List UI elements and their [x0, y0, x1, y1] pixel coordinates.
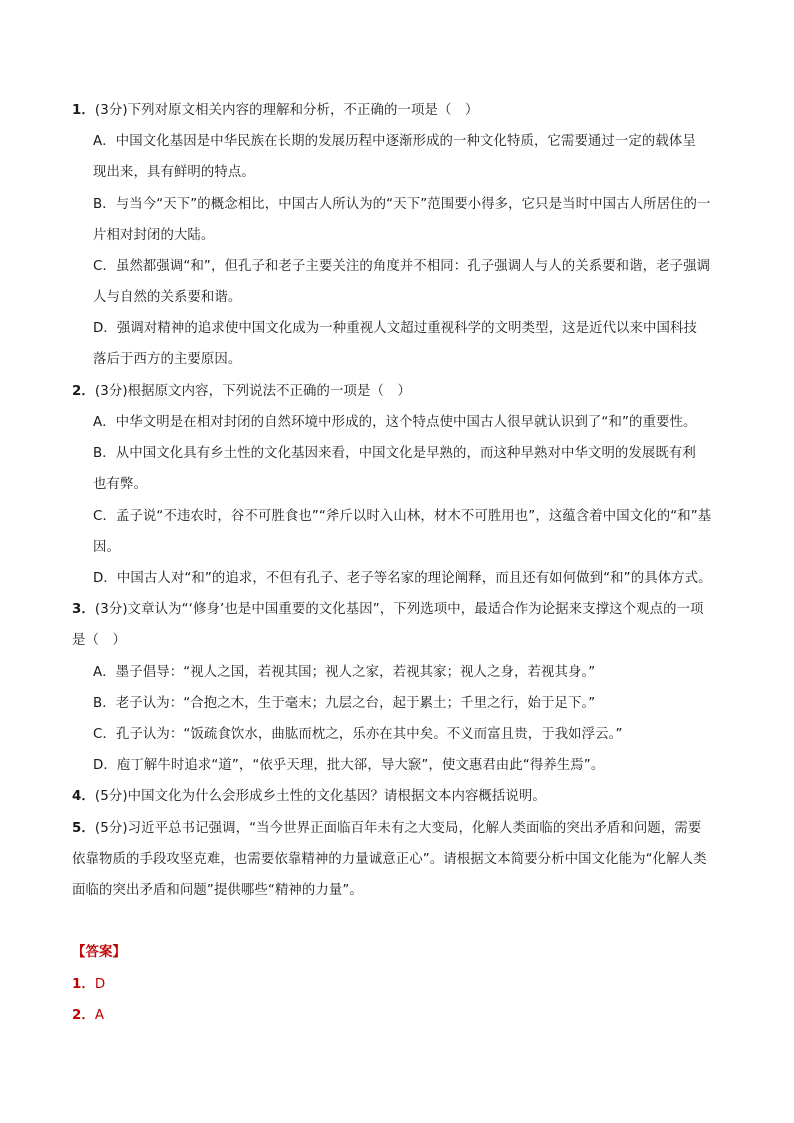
option-label: B． [93, 696, 116, 711]
answer-value: D [94, 977, 106, 992]
option-3c [93, 725, 622, 745]
option-text: 虽然都强调“和”，但孔子和老子主要关注的角度并不相同：孔子强调人与人的关系要和谐，老子强调 [115, 259, 711, 274]
option-1a-cont: 现出来，具有鲜明的特点。 [93, 165, 255, 180]
option-1b [93, 195, 711, 215]
option-2c [93, 507, 711, 527]
question-text: (3分)文章认为“‘修身’也是中国重要的文化基因”，下列选项中，最适合作为论据来支撑这个观点的一项 [94, 602, 704, 617]
option-3d [93, 756, 604, 776]
question-text: (5分)习近平总书记强调，“当今世界正面临百年未有之大变局，化解人类面临的突出矛盾和问题，需要 [94, 821, 702, 836]
answer-number: 1． [72, 977, 95, 992]
option-1b-cont: 片相对封闭的大陆。 [93, 228, 215, 243]
question-number: 3． [72, 602, 95, 617]
question-5 [72, 819, 701, 839]
option-text: 强调对精神的追求使中国文化成为一种重视人文超过重视科学的文明类型，这是近代以来中国科技 [116, 321, 697, 336]
option-text: 中国古人对“和”的追求，不但有孔子、老子等名家的理论阐释，而且还有如何做到“和”的具体方式。 [116, 571, 712, 586]
option-text: 孔子认为：“饭疏食饮水，曲肱而枕之，乐亦在其中矣。不义而富且贵，于我如浮云。” [115, 727, 623, 742]
question-3-cont: 是（ ） [72, 633, 126, 648]
question-4 [72, 787, 546, 807]
answer-value: A [94, 1008, 105, 1023]
option-label: C． [93, 259, 116, 274]
question-5-cont-2: 面临的突出矛盾和问题”提供哪些“精神的力量”。 [72, 883, 363, 898]
option-2c-cont: 因。 [93, 540, 120, 555]
option-label: B． [93, 446, 116, 461]
answer-1 [72, 975, 105, 995]
option-label: A． [93, 134, 116, 149]
option-3b [93, 694, 595, 714]
option-text: 从中国文化具有乡土性的文化基因来看，中国文化是早熟的，而这种早熟对中华文明的发展既有利 [115, 446, 696, 461]
option-text: 墨子倡导：“视人之国，若视其国；视人之家，若视其家；视人之身，若视其身。” [115, 665, 596, 680]
option-text: 中国文化基因是中华民族在长期的发展历程中逐渐形成的一种文化特质，它需要通过一定的载体呈 [115, 134, 696, 149]
question-2 [72, 382, 411, 402]
option-text: 孟子说“不违农时，谷不可胜食也”“斧斤以时入山林，材木不可胜用也”，这蕴含着中国文化的“和”基 [115, 509, 712, 524]
answer-2 [72, 1006, 104, 1026]
option-label: B． [93, 197, 116, 212]
option-3a [93, 663, 595, 683]
option-label: C． [93, 509, 116, 524]
answer-number: 2． [72, 1008, 95, 1023]
option-label: D． [93, 571, 117, 586]
option-label: A． [93, 665, 116, 680]
option-label: C． [93, 727, 116, 742]
option-label: A． [93, 415, 116, 430]
option-text: 老子认为：“合抱之木，生于毫末；九层之台，起于累土；千里之行，始于足下。” [115, 696, 596, 711]
option-1c-cont: 人与自然的关系要和谐。 [93, 290, 242, 305]
option-label: D． [93, 321, 117, 336]
option-1d [93, 319, 697, 339]
option-1a [93, 132, 696, 152]
question-number: 1． [72, 103, 95, 118]
question-number: 5． [72, 821, 95, 836]
question-text: (3分)根据原文内容，下列说法不正确的一项是（ ） [94, 384, 411, 399]
option-text: 与当今“天下”的概念相比，中国古人所认为的“天下”范围要小得多，它只是当时中国古人所居住的一 [115, 197, 711, 212]
option-2a [93, 413, 696, 433]
question-text: (3分)下列对原文相关内容的理解和分析，不正确的一项是（ ） [94, 103, 479, 118]
option-label: D． [93, 758, 117, 773]
option-text: 中华文明是在相对封闭的自然环境中形成的，这个特点使中国古人很早就认识到了“和”的重要性。 [115, 415, 697, 430]
option-2b [93, 444, 696, 464]
option-2d [93, 569, 712, 589]
question-5-cont-1: 依靠物质的手段攻坚克难，也需要依靠精神的力量诚意正心”。请根据文本简要分析中国文化能为“化解人类 [72, 852, 707, 867]
answer-heading: 【答案】 [72, 945, 126, 960]
question-1 [72, 101, 478, 121]
question-text: (5分)中国文化为什么会形成乡土性的文化基因？请根据文本内容概括说明。 [94, 789, 546, 804]
option-1c [93, 257, 710, 277]
question-number: 2． [72, 384, 95, 399]
question-3 [72, 600, 704, 620]
question-number: 4． [72, 789, 95, 804]
option-1d-cont: 落后于西方的主要原因。 [93, 352, 242, 367]
option-text: 庖丁解牛时追求“道”，“依乎天理，批大郤，导大窾”，使文惠君由此“得养生焉”。 [116, 758, 605, 773]
option-2b-cont: 也有弊。 [93, 477, 147, 492]
